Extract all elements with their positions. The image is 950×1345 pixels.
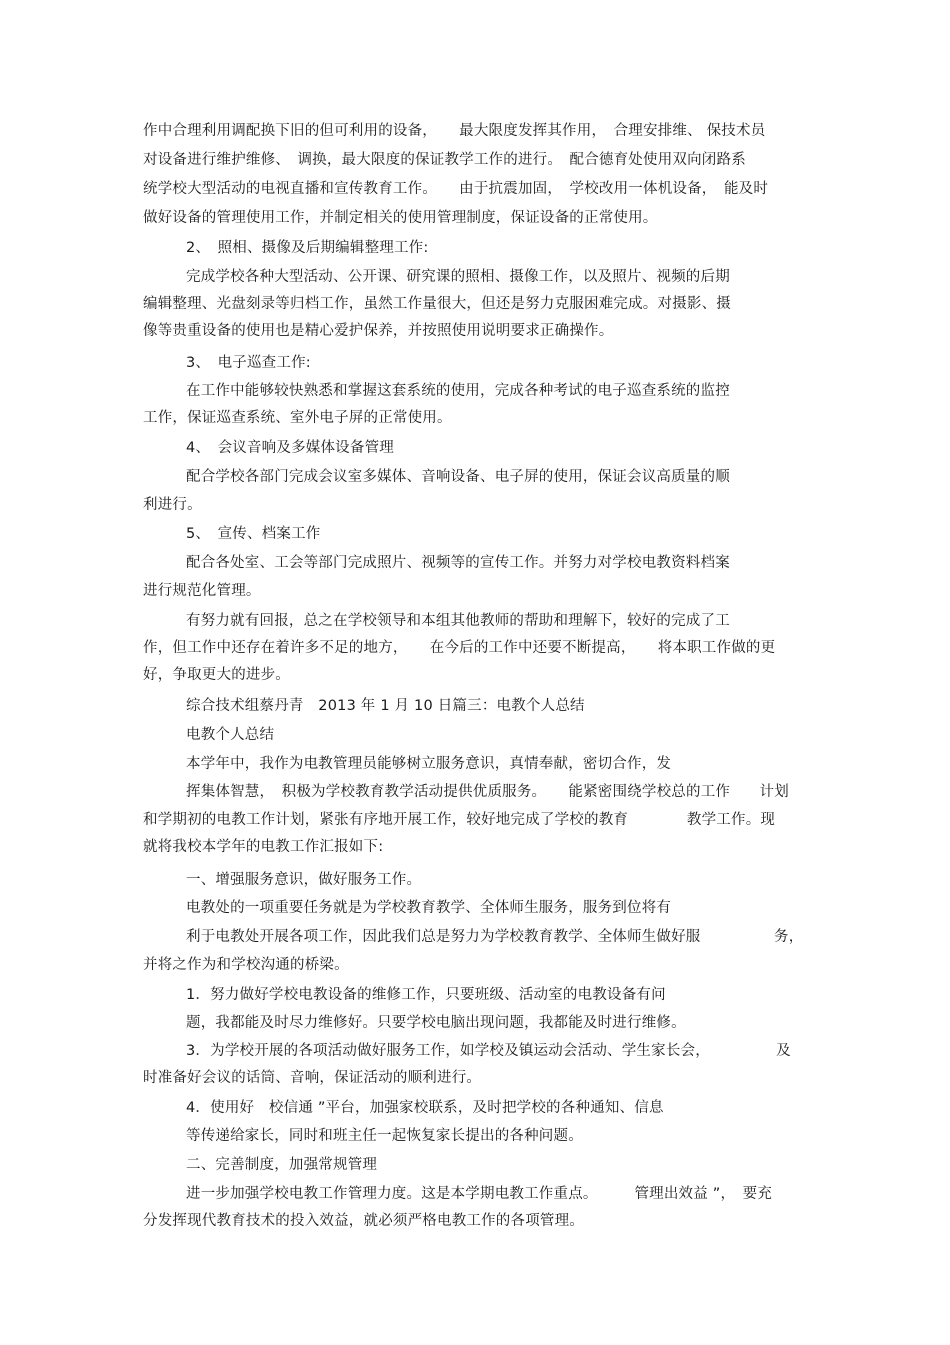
text-line: 本学年中，我作为电教管理员能够树立服务意识，真情奉献，密切合作，发 <box>186 756 672 772</box>
text-line: 利于电教处开展各项工作，因此我们总是努力为学校教育教学、全体师生做好服 务， <box>186 929 804 945</box>
subtitle: 电教个人总结 <box>186 727 275 743</box>
text-line: 完成学校各种大型活动、公开课、研究课的照相、摄像工作，以及照片、视频的后期 <box>186 269 730 285</box>
text-line: 进一步加强学校电教工作管理力度。这是本学期电教工作重点。 管理出效益 ”， 要充 <box>186 1186 773 1202</box>
text-line: 等传递给家长，同时和班主任一起恢复家长提出的各种问题。 <box>186 1128 583 1144</box>
text-line: 编辑整理、光盘刻录等归档工作，虽然工作量很大，但还是努力克服困难完成。对摄影、摄 <box>143 296 731 312</box>
text-line: 好，争取更大的进步。 <box>143 667 290 683</box>
text-line: 作，但工作中还存在着许多不足的地方， 在今后的工作中还要不断提高， 将本职工作做的更 <box>143 640 776 656</box>
text-line: 分发挥现代教育技术的投入效益，就必须严格电教工作的各项管理。 <box>143 1213 584 1229</box>
text-line: 统学校大型活动的电视直播和宣传教育工作。 由于抗震加固， 学校改用一体机设备， 能及时 <box>143 181 769 197</box>
signature-line: 综合技术组蔡丹青 2013 年 1 月 10 日篇三：电教个人总结 <box>186 698 585 714</box>
text-line: 像等贵重设备的使用也是精心爱护保养，并按照使用说明要求正确操作。 <box>143 323 614 339</box>
text-line: 配合各处室、工会等部门完成照片、视频等的宣传工作。并努力对学校电教资料档案 <box>186 555 730 571</box>
text-line: 并将之作为和学校沟通的桥梁。 <box>143 957 349 973</box>
section-heading: 4、 会议音响及多媒体设备管理 <box>186 440 394 456</box>
section-heading: 二、完善制度，加强常规管理 <box>186 1157 378 1173</box>
list-item: 3．为学校开展的各项活动做好服务工作，如学校及镇运动会活动、学生家长会， 及 <box>186 1043 791 1059</box>
section-heading: 3、 电子巡查工作: <box>186 355 311 371</box>
text-line: 时准备好会议的话筒、音响，保证活动的顺利进行。 <box>143 1070 482 1086</box>
text-line: 进行规范化管理。 <box>143 583 261 599</box>
list-item: 4．使用好 校信通 ”平台，加强家校联系，及时把学校的各种通知、信息 <box>186 1100 664 1116</box>
section-heading: 2、 照相、摄像及后期编辑整理工作: <box>186 240 429 256</box>
text-line: 有努力就有回报，总之在学校领导和本组其他教师的帮助和理解下，较好的完成了工 <box>186 613 730 629</box>
text-line: 挥集体智慧， 积极为学校教育教学活动提供优质服务。 能紧密围绕学校总的工作 计划 <box>186 784 789 800</box>
text-line: 利进行。 <box>143 497 202 513</box>
section-heading: 一、增强服务意识，做好服务工作。 <box>186 872 422 888</box>
text-line: 题，我都能及时尽力维修好。只要学校电脑出现问题，我都能及时进行维修。 <box>186 1015 686 1031</box>
text-line: 电教处的一项重要任务就是为学校教育教学、全体师生服务，服务到位将有 <box>186 900 672 916</box>
text-line: 在工作中能够较快熟悉和掌握这套系统的使用，完成各种考试的电子巡查系统的监控 <box>186 383 730 399</box>
text-line: 工作，保证巡查系统、室外电子屏的正常使用。 <box>143 410 452 426</box>
text-line: 和学期初的电教工作计划，紧张有序地开展工作，较好地完成了学校的教育 教学工作。现 <box>143 812 776 828</box>
text-line: 对设备进行维护维修、 调换，最大限度的保证教学工作的进行。 配合德育处使用双向闭路系 <box>143 152 746 168</box>
text-line: 做好设备的管理使用工作，并制定相关的使用管理制度，保证设备的正常使用。 <box>143 210 658 226</box>
text-line: 作中合理利用调配换下旧的但可利用的设备， 最大限度发挥其作用， 合理安排维、 保技术员 <box>143 123 766 139</box>
list-item: 1．努力做好学校电教设备的维修工作，只要班级、活动室的电教设备有问 <box>186 987 666 1003</box>
section-heading: 5、 宣传、档案工作 <box>186 526 321 542</box>
text-line: 配合学校各部门完成会议室多媒体、音响设备、电子屏的使用，保证会议高质量的顺 <box>186 469 730 485</box>
text-line: 就将我校本学年的电教工作汇报如下: <box>143 839 384 855</box>
